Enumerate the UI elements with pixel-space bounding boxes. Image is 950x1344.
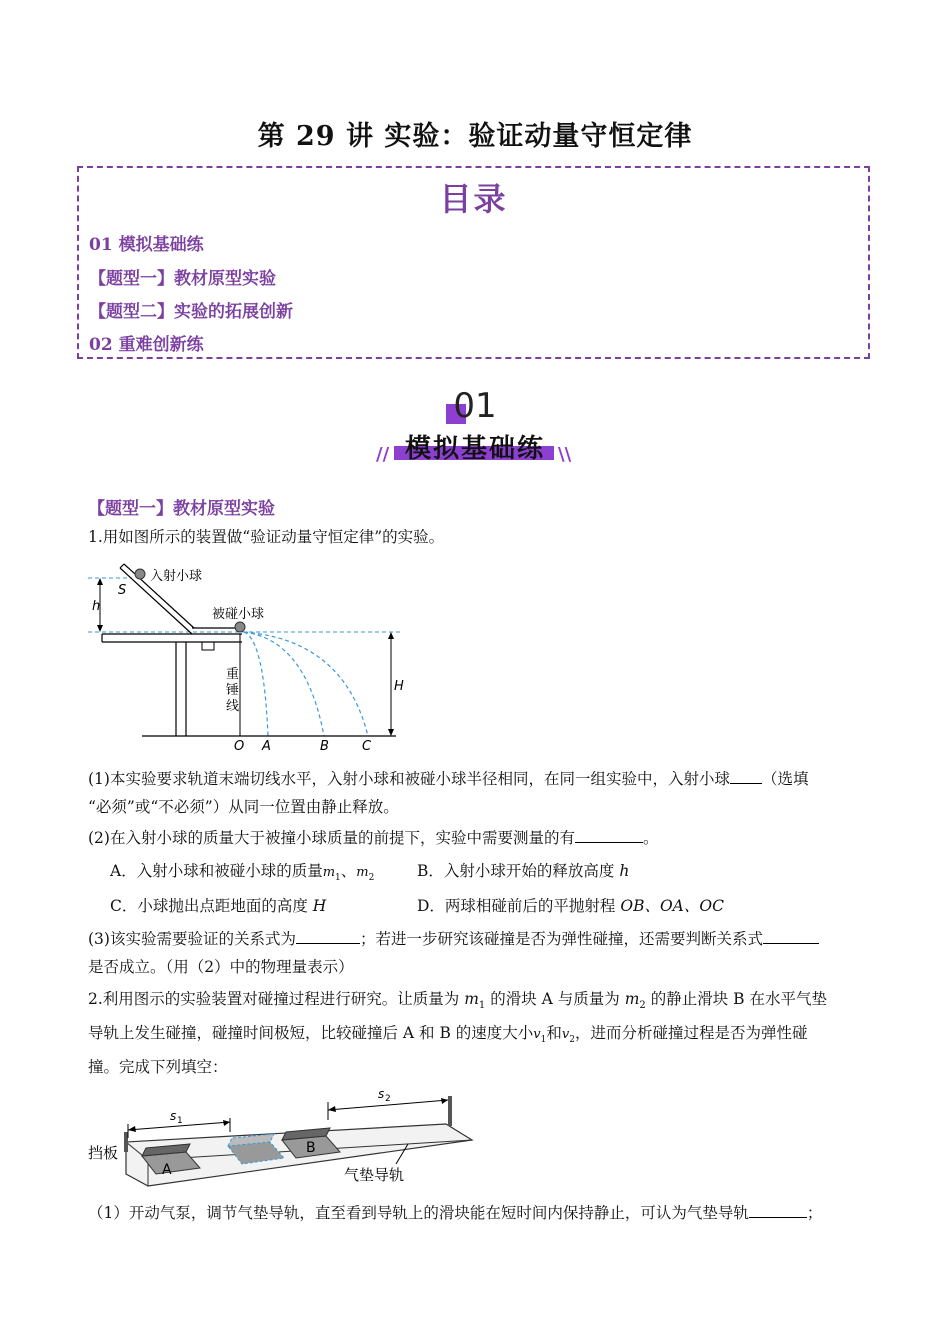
label-incident-ball: 入射小球 xyxy=(150,569,203,584)
q1-intro: 1.用如图所示的装置做“验证动量守恒定律”的实验。 xyxy=(88,528,445,546)
point-B: B xyxy=(320,739,329,754)
q2-line1: 2.利用图示的实验装置对碰撞过程进行研究。让质量为 $m_1$ 的滑块 A 与质量为 $m_2$ 的静止滑块 B 在水平气垫 xyxy=(88,990,827,1012)
label-s: S xyxy=(118,583,127,598)
toc-item-2[interactable]: 【题型一】教材原型实验 xyxy=(89,269,276,289)
q1-part3-line1: (3)该实验需要验证的关系式为 ；若进一步研究该碰撞是否为弹性碰撞，还需要判断关系式 xyxy=(88,928,819,950)
label-s1-sub: 1 xyxy=(177,1116,183,1126)
point-O: O xyxy=(234,739,245,754)
label-baffle: 挡板 xyxy=(88,1144,119,1162)
label-air-rail: 气垫导轨 xyxy=(344,1166,405,1184)
label-s2: s xyxy=(378,1087,385,1101)
label-h: h xyxy=(92,599,101,614)
label-plumb-3: 线 xyxy=(226,699,240,714)
question-type-heading: 【题型一】教材原型实验 xyxy=(88,499,275,519)
q2-line2: 导轨上发生碰撞，碰撞时间极短，比较碰撞后 A 和 B 的速度大小$v_1$和$v_2$，进而分析碰撞过程是否为弹性碰 xyxy=(88,1024,808,1046)
q1-option-b[interactable]: B．入射小球开始的释放高度 h xyxy=(417,862,630,880)
q1-figure xyxy=(86,560,416,758)
table-of-contents xyxy=(77,166,870,359)
label-slider-A: A xyxy=(162,1162,172,1178)
q1-part1-line2: “必须”或“不必须”）从同一位置由静止释放。 xyxy=(88,798,399,816)
toc-heading: 目录 xyxy=(439,180,508,218)
toc-item-1[interactable]: 01 模拟基础练 xyxy=(89,235,204,255)
q1-option-c[interactable]: C．小球抛出点距地面的高度 H xyxy=(110,897,327,915)
section-number: 01 xyxy=(453,386,497,426)
label-plumb-1: 重 xyxy=(226,667,240,682)
label-slider-B: B xyxy=(306,1140,316,1156)
answer-blank[interactable] xyxy=(763,929,819,944)
q2-line3: 撞。完成下列填空： xyxy=(88,1058,228,1076)
toc-item-4[interactable]: 02 重难创新练 xyxy=(89,335,204,355)
toc-item-3[interactable]: 【题型二】实验的拓展创新 xyxy=(89,302,293,322)
q2-part1: （1）开动气泵，调节气垫导轨，直至看到导轨上的滑块能在短时间内保持静止，可认为气垫导轨 ； xyxy=(88,1204,823,1222)
point-A: A xyxy=(262,739,271,754)
answer-blank[interactable] xyxy=(296,929,360,944)
slash-right-icon: \\ xyxy=(558,444,572,465)
answer-blank[interactable] xyxy=(749,1203,807,1218)
answer-blank[interactable] xyxy=(730,769,762,784)
answer-blank[interactable] xyxy=(575,828,643,843)
slash-left-icon: // xyxy=(376,444,390,465)
label-plumb-2: 锤 xyxy=(226,683,240,698)
q1-option-a[interactable]: A．入射小球和被碰小球的质量$m_1$、$m_2$ xyxy=(110,862,375,884)
label-H: H xyxy=(394,679,404,694)
q1-part1-line1: (1)本实验要求轨道末端切线水平，入射小球和被碰小球半径相同，在同一组实验中，入射小球 （选填 xyxy=(88,770,809,788)
point-C: C xyxy=(362,739,372,754)
label-s2-sub: 2 xyxy=(385,1094,391,1104)
label-s1: s xyxy=(170,1109,177,1123)
q1-part3-line2: 是否成立。（用（2）中的物理量表示） xyxy=(88,958,354,976)
section-name: 模拟基础练 xyxy=(404,434,545,464)
page-title: 第 29 讲 实验：验证动量守恒定律 xyxy=(257,121,693,152)
q2-figure xyxy=(86,1080,476,1190)
label-target-ball: 被碰小球 xyxy=(212,607,265,622)
q1-option-d[interactable]: D．两球相碰前后的平抛射程 OB、OA、OC xyxy=(417,897,724,915)
q1-part2: (2)在入射小球的质量大于被撞小球质量的前提下，实验中需要测量的有 。 xyxy=(88,829,659,847)
